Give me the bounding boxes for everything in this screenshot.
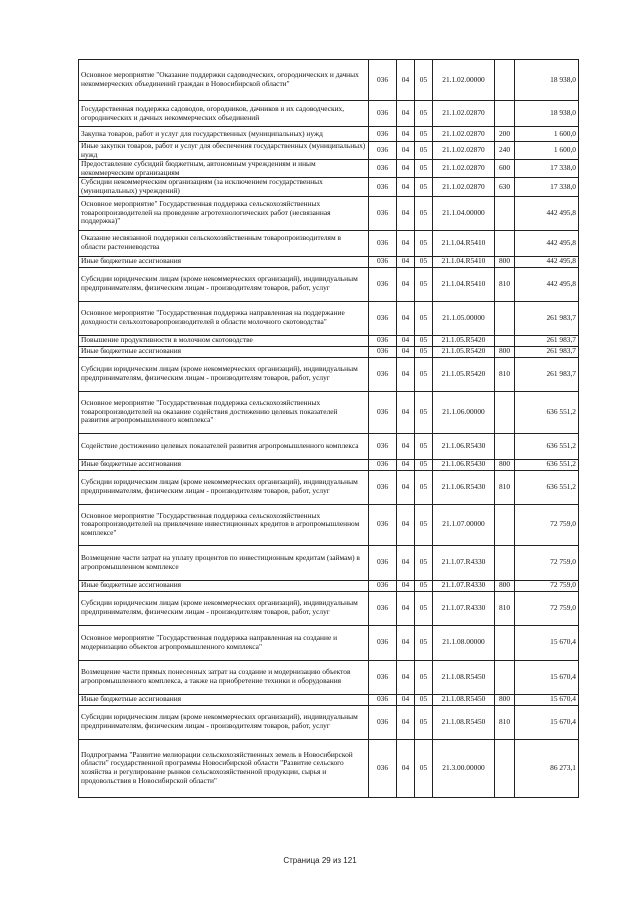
grbs-code: 036 bbox=[369, 267, 397, 301]
section-code: 04 bbox=[397, 705, 415, 739]
row-name: Основное мероприятие "Государственная поддержка направленная на создание и модернизацию объектов агропромышленного комплекса" bbox=[79, 625, 369, 660]
expense-type-code: 800 bbox=[495, 346, 515, 357]
section-code: 04 bbox=[397, 256, 415, 267]
table-row bbox=[79, 591, 579, 625]
subsection-code: 05 bbox=[415, 196, 433, 230]
row-name: Подпрограмма "Развитие мелиорации сельскохозяйственных земель в Новосибирской области" государственной программы Новосибирской области "Развитие сельского хозяйства и регулирование рынков сельскохозяйственной продукции, сырья и продовольствия в Новосибирской области" bbox=[79, 739, 369, 797]
grbs-code: 036 bbox=[369, 580, 397, 591]
expense-type-code: 810 bbox=[495, 357, 515, 391]
subsection-code: 05 bbox=[415, 142, 433, 160]
amount: 15 670,4 bbox=[515, 625, 579, 660]
subsection-code: 05 bbox=[415, 230, 433, 256]
section-code: 04 bbox=[397, 694, 415, 705]
grbs-code: 036 bbox=[369, 739, 397, 797]
row-name: Основное мероприятие "Государственная поддержка сельскохозяйственных товаропроизводителей на оказание содействия достижению целевых показателей развития агропромышленного комплекса" bbox=[79, 391, 369, 433]
table-row bbox=[79, 196, 579, 230]
section-code: 04 bbox=[397, 625, 415, 660]
subsection-code: 05 bbox=[415, 256, 433, 267]
row-name: Субсидии юридическим лицам (кроме некоммерческих организаций), индивидуальным предпринимателям, физическим лицам - производителям товаров, работ, услуг bbox=[79, 357, 369, 391]
section-code: 04 bbox=[397, 301, 415, 335]
grbs-code: 036 bbox=[369, 178, 397, 196]
expense-type-code bbox=[495, 545, 515, 580]
grbs-code: 036 bbox=[369, 470, 397, 504]
expense-type-code bbox=[495, 60, 515, 101]
subsection-code: 05 bbox=[415, 459, 433, 470]
amount: 261 983,7 bbox=[515, 357, 579, 391]
section-code: 04 bbox=[397, 591, 415, 625]
grbs-code: 036 bbox=[369, 335, 397, 346]
row-name: Основное мероприятие "Государственная поддержка сельскохозяйственных товаропроизводителей на привлечение инвестиционных кредитов в агропромышленном комплексе" bbox=[79, 504, 369, 545]
amount: 636 551,2 bbox=[515, 391, 579, 433]
row-name: Иные бюджетные ассигнования bbox=[79, 580, 369, 591]
table-row bbox=[79, 60, 579, 101]
amount: 18 938,0 bbox=[515, 60, 579, 101]
section-code: 04 bbox=[397, 160, 415, 178]
section-code: 04 bbox=[397, 127, 415, 142]
row-name: Основное мероприятие "Государственная поддержка направленная на поддержание доходности сельхозтоваропроизводителей в области молочного скотоводства" bbox=[79, 301, 369, 335]
row-name: Основное мероприятие "Оказание поддержки садоводческих, огороднических и дачных некоммерческих объединений граждан в Новосибирской области" bbox=[79, 60, 369, 101]
expense-type-code bbox=[495, 504, 515, 545]
table-row bbox=[79, 127, 579, 142]
section-code: 04 bbox=[397, 60, 415, 101]
target-article-code: 21.1.02.02870 bbox=[433, 142, 495, 160]
grbs-code: 036 bbox=[369, 504, 397, 545]
amount: 636 551,2 bbox=[515, 470, 579, 504]
budget-table-body bbox=[79, 60, 579, 798]
page-footer: Страница 29 из 121 bbox=[283, 856, 357, 865]
grbs-code: 036 bbox=[369, 230, 397, 256]
target-article-code: 21.1.05.00000 bbox=[433, 301, 495, 335]
section-code: 04 bbox=[397, 660, 415, 694]
subsection-code: 05 bbox=[415, 625, 433, 660]
grbs-code: 036 bbox=[369, 127, 397, 142]
subsection-code: 05 bbox=[415, 346, 433, 357]
table-row bbox=[79, 580, 579, 591]
target-article-code: 21.1.05.R5420 bbox=[433, 335, 495, 346]
row-name: Предоставление субсидий бюджетным, автономным учреждениям и иным некоммерческим организациям bbox=[79, 160, 369, 178]
budget-table bbox=[78, 59, 579, 798]
table-row bbox=[79, 346, 579, 357]
target-article-code: 21.1.07.R4330 bbox=[433, 580, 495, 591]
grbs-code: 036 bbox=[369, 160, 397, 178]
target-article-code: 21.1.02.02870 bbox=[433, 178, 495, 196]
table-row bbox=[79, 267, 579, 301]
expense-type-code: 810 bbox=[495, 267, 515, 301]
target-article-code: 21.1.08.R5450 bbox=[433, 694, 495, 705]
expense-type-code: 630 bbox=[495, 178, 515, 196]
target-article-code: 21.1.02.00000 bbox=[433, 60, 495, 101]
grbs-code: 036 bbox=[369, 60, 397, 101]
expense-type-code bbox=[495, 301, 515, 335]
subsection-code: 05 bbox=[415, 160, 433, 178]
target-article-code: 21.1.06.R5430 bbox=[433, 433, 495, 459]
row-name: Субсидии юридическим лицам (кроме некоммерческих организаций), индивидуальным предпринимателям, физическим лицам - производителям товаров, работ, услуг bbox=[79, 267, 369, 301]
section-code: 04 bbox=[397, 346, 415, 357]
amount: 1 600,0 bbox=[515, 127, 579, 142]
section-code: 04 bbox=[397, 335, 415, 346]
table-row bbox=[79, 545, 579, 580]
target-article-code: 21.1.04.00000 bbox=[433, 196, 495, 230]
section-code: 04 bbox=[397, 459, 415, 470]
section-code: 04 bbox=[397, 230, 415, 256]
subsection-code: 05 bbox=[415, 357, 433, 391]
row-name: Иные бюджетные ассигнования bbox=[79, 694, 369, 705]
amount: 17 338,0 bbox=[515, 178, 579, 196]
table-row bbox=[79, 459, 579, 470]
grbs-code: 036 bbox=[369, 256, 397, 267]
subsection-code: 05 bbox=[415, 660, 433, 694]
table-row bbox=[79, 705, 579, 739]
table-row bbox=[79, 660, 579, 694]
subsection-code: 05 bbox=[415, 694, 433, 705]
target-article-code: 21.1.08.00000 bbox=[433, 625, 495, 660]
target-article-code: 21.1.05.R5420 bbox=[433, 357, 495, 391]
grbs-code: 036 bbox=[369, 391, 397, 433]
target-article-code: 21.1.08.R5450 bbox=[433, 705, 495, 739]
table-row bbox=[79, 256, 579, 267]
grbs-code: 036 bbox=[369, 705, 397, 739]
section-code: 04 bbox=[397, 101, 415, 127]
target-article-code: 21.1.04.R5410 bbox=[433, 267, 495, 301]
grbs-code: 036 bbox=[369, 545, 397, 580]
grbs-code: 036 bbox=[369, 357, 397, 391]
row-name: Иные закупки товаров, работ и услуг для обеспечения государственных (муниципальных) нужд bbox=[79, 142, 369, 160]
subsection-code: 05 bbox=[415, 101, 433, 127]
section-code: 04 bbox=[397, 545, 415, 580]
grbs-code: 036 bbox=[369, 694, 397, 705]
section-code: 04 bbox=[397, 267, 415, 301]
expense-type-code bbox=[495, 660, 515, 694]
grbs-code: 036 bbox=[369, 459, 397, 470]
amount: 72 759,0 bbox=[515, 580, 579, 591]
expense-type-code bbox=[495, 196, 515, 230]
grbs-code: 036 bbox=[369, 196, 397, 230]
subsection-code: 05 bbox=[415, 178, 433, 196]
expense-type-code bbox=[495, 391, 515, 433]
target-article-code: 21.1.04.R5410 bbox=[433, 256, 495, 267]
target-article-code: 21.1.04.R5410 bbox=[433, 230, 495, 256]
amount: 1 600,0 bbox=[515, 142, 579, 160]
section-code: 04 bbox=[397, 391, 415, 433]
expense-type-code: 800 bbox=[495, 459, 515, 470]
section-code: 04 bbox=[397, 142, 415, 160]
table-row bbox=[79, 504, 579, 545]
table-row bbox=[79, 230, 579, 256]
expense-type-code: 800 bbox=[495, 256, 515, 267]
expense-type-code: 810 bbox=[495, 705, 515, 739]
amount: 636 551,2 bbox=[515, 433, 579, 459]
section-code: 04 bbox=[397, 739, 415, 797]
subsection-code: 05 bbox=[415, 433, 433, 459]
row-name: Государственная поддержка садоводов, огородников, дачников и их садоводческих, огороднических и дачных некоммерческих объединений bbox=[79, 101, 369, 127]
target-article-code: 21.1.02.02870 bbox=[433, 101, 495, 127]
table-row bbox=[79, 739, 579, 797]
amount: 15 670,4 bbox=[515, 660, 579, 694]
amount: 442 495,8 bbox=[515, 196, 579, 230]
target-article-code: 21.1.06.R5430 bbox=[433, 470, 495, 504]
table-row bbox=[79, 470, 579, 504]
subsection-code: 05 bbox=[415, 267, 433, 301]
section-code: 04 bbox=[397, 470, 415, 504]
table-row bbox=[79, 178, 579, 196]
expense-type-code: 600 bbox=[495, 160, 515, 178]
expense-type-code bbox=[495, 625, 515, 660]
target-article-code: 21.1.07.R4330 bbox=[433, 545, 495, 580]
section-code: 04 bbox=[397, 357, 415, 391]
amount: 261 983,7 bbox=[515, 335, 579, 346]
row-name: Иные бюджетные ассигнования bbox=[79, 256, 369, 267]
grbs-code: 036 bbox=[369, 142, 397, 160]
table-row bbox=[79, 625, 579, 660]
expense-type-code: 800 bbox=[495, 694, 515, 705]
table-row bbox=[79, 433, 579, 459]
amount: 72 759,0 bbox=[515, 545, 579, 580]
target-article-code: 21.1.07.R4330 bbox=[433, 591, 495, 625]
expense-type-code: 810 bbox=[495, 470, 515, 504]
target-article-code: 21.3.00.00000 bbox=[433, 739, 495, 797]
table-row bbox=[79, 391, 579, 433]
expense-type-code: 800 bbox=[495, 580, 515, 591]
row-name: Закупка товаров, работ и услуг для государственных (муниципальных) нужд bbox=[79, 127, 369, 142]
expense-type-code: 240 bbox=[495, 142, 515, 160]
row-name: Субсидии юридическим лицам (кроме некоммерческих организаций), индивидуальным предпринимателям, физическим лицам - производителям товаров, работ, услуг bbox=[79, 705, 369, 739]
target-article-code: 21.1.07.00000 bbox=[433, 504, 495, 545]
target-article-code: 21.1.05.R5420 bbox=[433, 346, 495, 357]
subsection-code: 05 bbox=[415, 739, 433, 797]
amount: 72 759,0 bbox=[515, 504, 579, 545]
amount: 17 338,0 bbox=[515, 160, 579, 178]
subsection-code: 05 bbox=[415, 591, 433, 625]
amount: 261 983,7 bbox=[515, 346, 579, 357]
row-name: Содействие достижению целевых показателей развития агропромышленного комплекса bbox=[79, 433, 369, 459]
subsection-code: 05 bbox=[415, 391, 433, 433]
amount: 15 670,4 bbox=[515, 694, 579, 705]
amount: 72 759,0 bbox=[515, 591, 579, 625]
subsection-code: 05 bbox=[415, 580, 433, 591]
subsection-code: 05 bbox=[415, 335, 433, 346]
grbs-code: 036 bbox=[369, 625, 397, 660]
section-code: 04 bbox=[397, 504, 415, 545]
grbs-code: 036 bbox=[369, 660, 397, 694]
amount: 15 670,4 bbox=[515, 705, 579, 739]
row-name: Возмещение части прямых понесенных затрат на создание и модернизацию объектов агропромышленного комплекса, а также на приобретение техники и оборудования bbox=[79, 660, 369, 694]
section-code: 04 bbox=[397, 196, 415, 230]
expense-type-code bbox=[495, 230, 515, 256]
subsection-code: 05 bbox=[415, 545, 433, 580]
target-article-code: 21.1.06.R5430 bbox=[433, 459, 495, 470]
target-article-code: 21.1.08.R5450 bbox=[433, 660, 495, 694]
table-row bbox=[79, 301, 579, 335]
grbs-code: 036 bbox=[369, 591, 397, 625]
row-name: Иные бюджетные ассигнования bbox=[79, 346, 369, 357]
grbs-code: 036 bbox=[369, 346, 397, 357]
amount: 442 495,8 bbox=[515, 267, 579, 301]
section-code: 04 bbox=[397, 580, 415, 591]
subsection-code: 05 bbox=[415, 127, 433, 142]
grbs-code: 036 bbox=[369, 433, 397, 459]
target-article-code: 21.1.02.02870 bbox=[433, 127, 495, 142]
table-row bbox=[79, 101, 579, 127]
subsection-code: 05 bbox=[415, 60, 433, 101]
amount: 18 938,0 bbox=[515, 101, 579, 127]
table-row bbox=[79, 142, 579, 160]
table-row bbox=[79, 160, 579, 178]
row-name: Субсидии некоммерческим организациям (за исключением государственных (муниципальных) учреждений) bbox=[79, 178, 369, 196]
target-article-code: 21.1.06.00000 bbox=[433, 391, 495, 433]
row-name: Возмещение части затрат на уплату процентов по инвестиционным кредитам (займам) в агропромышленном комплексе bbox=[79, 545, 369, 580]
row-name: Субсидии юридическим лицам (кроме некоммерческих организаций), индивидуальным предпринимателям, физическим лицам - производителям товаров, работ, услуг bbox=[79, 591, 369, 625]
subsection-code: 05 bbox=[415, 705, 433, 739]
expense-type-code: 810 bbox=[495, 591, 515, 625]
row-name: Оказание несвязанной поддержки сельскохозяйственным товаропроизводителям в области растениеводства bbox=[79, 230, 369, 256]
amount: 261 983,7 bbox=[515, 301, 579, 335]
section-code: 04 bbox=[397, 433, 415, 459]
row-name: Основное мероприятие" Государственная поддержка сельскохозяйственных товаропроизводителей на проведение агротехнологических работ (несвязанная поддержка)" bbox=[79, 196, 369, 230]
expense-type-code: 200 bbox=[495, 127, 515, 142]
expense-type-code bbox=[495, 101, 515, 127]
grbs-code: 036 bbox=[369, 101, 397, 127]
subsection-code: 05 bbox=[415, 301, 433, 335]
target-article-code: 21.1.02.02870 bbox=[433, 160, 495, 178]
expense-type-code bbox=[495, 433, 515, 459]
subsection-code: 05 bbox=[415, 470, 433, 504]
grbs-code: 036 bbox=[369, 301, 397, 335]
amount: 442 495,8 bbox=[515, 230, 579, 256]
section-code: 04 bbox=[397, 178, 415, 196]
row-name: Субсидии юридическим лицам (кроме некоммерческих организаций), индивидуальным предпринимателям, физическим лицам - производителям товаров, работ, услуг bbox=[79, 470, 369, 504]
table-row bbox=[79, 357, 579, 391]
subsection-code: 05 bbox=[415, 504, 433, 545]
row-name: Повышение продуктивности в молочном скотоводстве bbox=[79, 335, 369, 346]
amount: 86 273,1 bbox=[515, 739, 579, 797]
expense-type-code bbox=[495, 335, 515, 346]
expense-type-code bbox=[495, 739, 515, 797]
amount: 442 495,8 bbox=[515, 256, 579, 267]
row-name: Иные бюджетные ассигнования bbox=[79, 459, 369, 470]
amount: 636 551,2 bbox=[515, 459, 579, 470]
table-row bbox=[79, 335, 579, 346]
table-row bbox=[79, 694, 579, 705]
